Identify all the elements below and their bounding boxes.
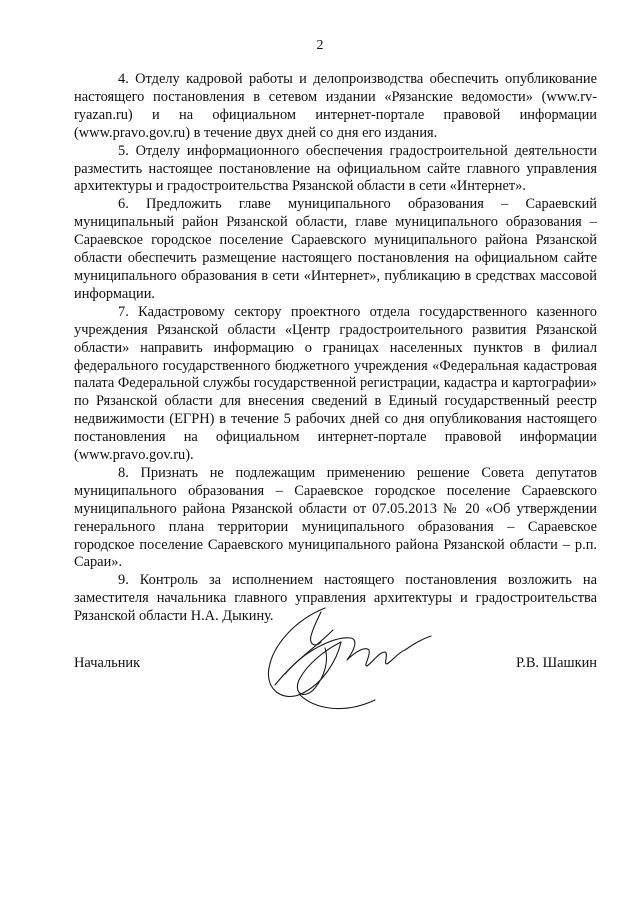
paragraph-4: 4. Отделу кадровой работы и делопроизводства обеспечить опубликование настоящего постановления в сетевом издании «Рязанские ведомости» (www.rv-ryazan.ru) и на официальном интернет-портале правовой информации (www.pravo.gov.ru) в течение двух дней со дня его издания. (74, 71, 597, 141)
page-number: 2 (316, 38, 324, 53)
signatory-title: Начальник (74, 655, 141, 671)
document-body (74, 71, 597, 626)
paragraph-8: 8. Признать не подлежащим применению решение Совета депутатов муниципального образования – Сараевское городское поселение Сараевского муниципального района Рязанской области от 07.05.2013 № 20 «Об утверждении генерального плана территории муниципального образования – Сараевское городское поселение Сараевского муниципального района Рязанской области – р.п. Сараи». (74, 464, 597, 571)
handwritten-signature (255, 590, 440, 720)
paragraph-7: 7. Кадастровому сектору проектного отдела государственного казенного учреждения Рязанской области «Центр градостроительного развития Рязанской области» направить информацию о границах населенных пунктов в филиал федерального государственного бюджетного учреждения «Федеральная кадастровая палата Федеральной службы государственной регистрации, кадастра и картографии» по Рязанской области для внесения сведений в Единый государственный реестр недвижимости (ЕГРН) в течение 5 рабочих дней со дня опубликования настоящего постановления на официальном интернет-портале правовой информации (www.pravo.gov.ru). (74, 303, 597, 464)
paragraph-5: 5. Отделу информационного обеспечения градостроительной деятельности разместить настоящее постановление на официальном сайте главного управления архитектуры и градостроительства Рязанской области в сети «Интернет». (74, 142, 597, 195)
signatory-name: Р.В. Шашкин (516, 655, 597, 671)
paragraph-6: 6. Предложить главе муниципального образования – Сараевский муниципальный район Рязанской области, главе муниципального образования – Сараевское городское поселение Сараевского муниципального района Рязанской области обеспечить размещение настоящего постановления на официальном сайте муниципального образования в сети «Интернет», публикацию в средствах массовой информации. (74, 196, 597, 302)
paragraph-9: 9. Контроль за исполнением настоящего постановления возложить на заместителя начальника главного управления архитектуры и градостроительства Рязанской области Н.А. Дыкину. (74, 572, 597, 625)
